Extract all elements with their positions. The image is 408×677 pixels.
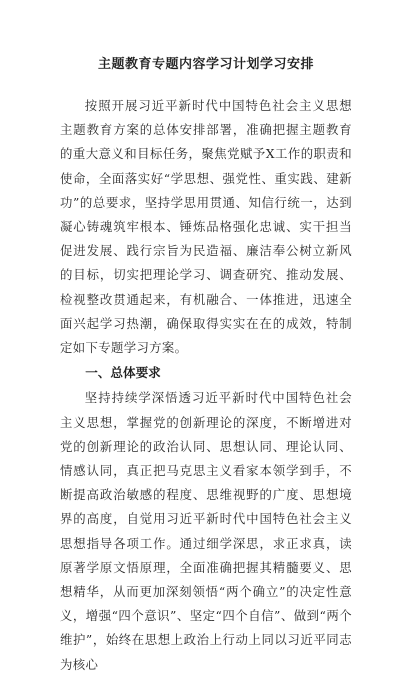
intro-paragraph: 按照开展习近平新时代中国特色社会主义思想主题教育方案的总体安排部署，准确把握主题教育的重大意义和目标任务，聚焦党赋予X工作的职责和使命，全面落实好“学思想、强党性、重实践、建新功”的总要求，坚持学思用贯通、知信行统一，达到凝心铸魂筑牢根本、锤炼品格强化忠诚、实干担当促进发展、践行宗旨为民造福、廉洁奉公树立新风的目标，切实把理论学习、调查研究、推动发展、检视整改贯通起来，有机融合、一体推进，迅速全面兴起学习热潮，确保取得实实在在的成效，特制定如下专题学习方案。 bbox=[60, 98, 352, 356]
document-title: 主题教育专题内容学习计划学习安排 bbox=[97, 57, 314, 72]
section-heading-general-requirements: 一、总体要求 bbox=[85, 365, 161, 381]
general-requirements-paragraph: 坚持持续学深悟透习近平新时代中国特色社会主义思想，掌握党的创新理论的深度，不断增进对党的创新理论的政治认同、思想认同、理论认同、情感认同，真正把马克思主义看家本领学到手，不断提高政治敏感的程度、思维视野的广度、思想境界的高度，自觉用习近平新时代中国特色社会主义思想指导各项工作。通过细学深思，求正求真，读原著学原文悟原理，全面准确把握其精髓要义、思想精华，从而更加深刻领悟“两个确立”的决定性意义，增强“四个意识”、坚定“四个自信”、做到“两个维护”，始终在思想上政治上行动上同以习近平同志为核心 bbox=[60, 390, 352, 672]
